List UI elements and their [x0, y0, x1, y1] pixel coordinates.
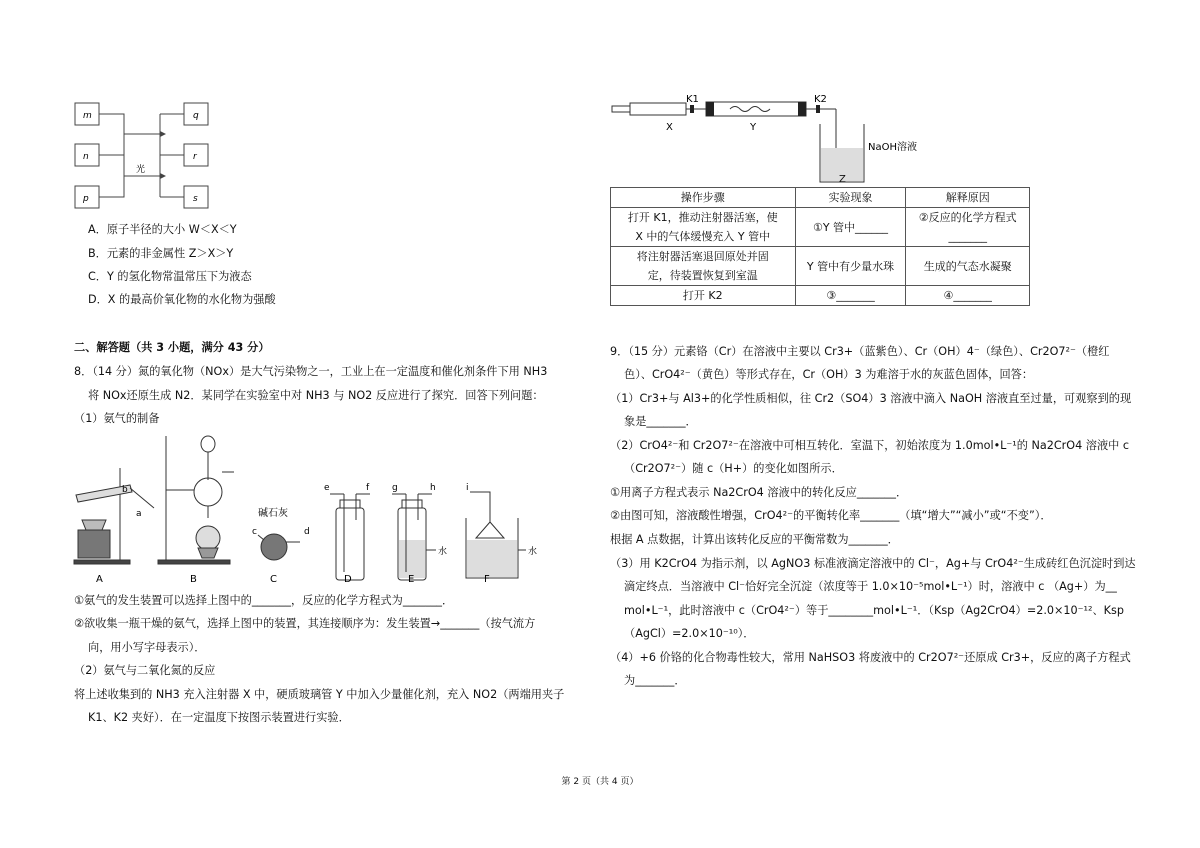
label-e: E — [408, 574, 415, 585]
label-c: C — [270, 574, 277, 585]
q9-part2-a: ①用离子方程式表示 Na2CrO4 溶液中的转化反应_______． — [610, 486, 908, 499]
q9-part4-line2: 为_______． — [624, 674, 686, 687]
q9-part2-b: ②由图可知，溶液酸性增强，CrO4²⁻的平衡转化率_______（填“增大”“减小”或“不变”）． — [610, 509, 1052, 522]
header-phenomenon: 实验现象 — [795, 188, 906, 208]
reaction-diagram — [74, 96, 234, 216]
option-d: D．X 的最高价氧化物的水化物为强酸 — [88, 293, 276, 306]
label-d: D — [344, 574, 352, 585]
q8-1-b-line2: 向，用小写字母表示）． — [88, 641, 206, 654]
naoh-label: NaOH溶液 — [868, 142, 917, 153]
q9-part2-line2: （Cr2O7²⁻）随 c（H+）的变化如图所示． — [624, 462, 843, 475]
q8-2-line1: 将上述收集到的 NH3 充入注射器 X 中，硬质玻璃管 Y 中加入少量催化剂，充入 NO2（两端用夹子 — [74, 688, 565, 701]
q8-intro-line2: 将 NOx还原生成 N2．某同学在实验室中对 NH3 与 NO2 反应进行了探究．回答下列问题： — [88, 389, 544, 402]
q9-line1: 9．（15 分）元素铬（Cr）在溶液中主要以 Cr3+（蓝紫色）、Cr（OH）4⁻（绿色）、Cr2O7²⁻（橙红 — [610, 345, 1110, 358]
q9-part2-c: 根据 A 点数据，计算出该转化反应的平衡常数为_______． — [610, 533, 899, 546]
box-p: p — [83, 194, 89, 204]
q8-part1-title: （1）氨气的制备 — [74, 412, 160, 425]
water-label-f: 水 — [528, 547, 538, 557]
q8-intro-line1: 8．（14 分）氮的氧化物（NOx）是大气污染物之一，工业上在一定温度和催化剂条件下用 NH3 — [74, 365, 548, 378]
row3-reason: ④_______ — [906, 286, 1030, 306]
row1-step: 打开 K1，推动注射器活塞，使 X 中的气体缓慢充入 Y 管中 — [611, 208, 796, 247]
water-label-e: 水 — [438, 547, 448, 557]
label-b: B — [190, 574, 197, 585]
label-a: A — [96, 574, 103, 585]
q9-part3-line2: 滴定终点．当溶液中 Cl⁻恰好完全沉淀（浓度等于 1.0×10⁻⁵mol•L⁻¹）时，溶液中 c （Ag+）为__ — [624, 580, 1117, 593]
q8-part2-title: （2）氨气与二氧化氮的反应 — [74, 664, 216, 677]
q9-part2-line1: （2）CrO4²⁻和 Cr2O7²⁻在溶液中可相互转化．室温下，初始浓度为 1.0mol•L⁻¹的 Na2CrO4 溶液中 c — [610, 439, 1130, 452]
z-label: Z — [839, 174, 846, 185]
port-d: d — [304, 527, 310, 537]
port-e: e — [324, 483, 330, 493]
box-s: s — [193, 194, 198, 204]
box-q: q — [193, 111, 199, 121]
q9-part3-line4: （AgCl）=2.0×10⁻¹⁰）． — [624, 627, 755, 640]
x-label: X — [666, 122, 673, 133]
box-r: r — [193, 152, 197, 162]
row2-reason: 生成的气态水凝聚 — [906, 247, 1030, 286]
port-c: c — [252, 527, 257, 537]
q8-1-b-line1: ②欲收集一瓶干燥的氨气，选择上图中的装置，其连接顺序为：发生装置→_______（按气流方 — [74, 617, 536, 630]
option-c: C．Y 的氢化物常温常压下为液态 — [88, 270, 252, 283]
operations-table — [610, 187, 1030, 306]
port-f: f — [366, 483, 370, 493]
q8-2-line2: K1、K2 夹好）．在一定温度下按图示装置进行实验． — [88, 711, 350, 724]
q9-part1-line1: （1）Cr3+与 Al3+的化学性质相似，往 Cr2（SO4）3 溶液中滴入 NaOH 溶液直至过量，可观察到的现 — [610, 392, 1132, 405]
q9-line2: 色）、CrO4²⁻（黄色）等形式存在，Cr（OH）3 为难溶于水的灰蓝色固体，回答： — [624, 368, 1034, 381]
q9-part3-line3: mol•L⁻¹，此时溶液中 c（CrO4²⁻）等于________mol•L⁻¹．（Ksp（Ag2CrO4）=2.0×10⁻¹²、Ksp — [624, 604, 1124, 617]
q8-1-a: ①氨气的发生装置可以选择上图中的_______，反应的化学方程式为_______． — [74, 594, 454, 607]
light-label: 光 — [136, 165, 146, 175]
q9-part4-line1: （4）+6 价铬的化合物毒性较大，常用 NaHSO3 将废液中的 Cr2O7²⁻还原成 Cr3+，反应的离子方程式 — [610, 651, 1131, 664]
soda-lime-label: 碱石灰 — [258, 508, 288, 519]
option-a: A．原子半径的大小 W＜X＜Y — [88, 223, 237, 236]
apparatus-figure — [74, 430, 538, 590]
page-footer: 第 2 页（共 4 页） — [561, 777, 639, 787]
q9-part1-line2: 象是_______． — [624, 415, 697, 428]
row1-observation: ①Y 管中______ — [795, 208, 906, 247]
row1-reason: ②反应的化学方程式 _______ — [906, 208, 1030, 247]
header-reason: 解释原因 — [906, 188, 1030, 208]
port-h: h — [430, 483, 436, 493]
box-m: m — [83, 111, 92, 121]
section-title: 二、解答题（共 3 小题，满分 43 分） — [74, 341, 270, 354]
k1-label: K1 — [686, 94, 699, 105]
port-i: i — [466, 483, 469, 493]
row3-observation: ③_______ — [795, 286, 906, 306]
label-f: F — [484, 574, 490, 585]
row2-step: 将注射器活塞退回原处并固 定，待装置恢复到室温 — [611, 247, 796, 286]
option-b: B．元素的非金属性 Z＞X＞Y — [88, 247, 234, 260]
port-a: a — [136, 509, 142, 519]
header-step: 操作步骤 — [611, 188, 796, 208]
box-n: n — [83, 152, 89, 162]
port-g: g — [392, 483, 398, 493]
row2-observation: Y 管中有少量水珠 — [795, 247, 906, 286]
port-b: b — [122, 485, 128, 495]
row3-step: 打开 K2 — [611, 286, 796, 306]
reaction-device — [610, 92, 950, 184]
k2-label: K2 — [814, 94, 827, 105]
y-label: Y — [750, 122, 757, 133]
q9-part3-line1: （3）用 K2CrO4 为指示剂，以 AgNO3 标准液滴定溶液中的 Cl⁻，Ag+与 CrO4²⁻生成砖红色沉淀时到达 — [610, 557, 1136, 570]
